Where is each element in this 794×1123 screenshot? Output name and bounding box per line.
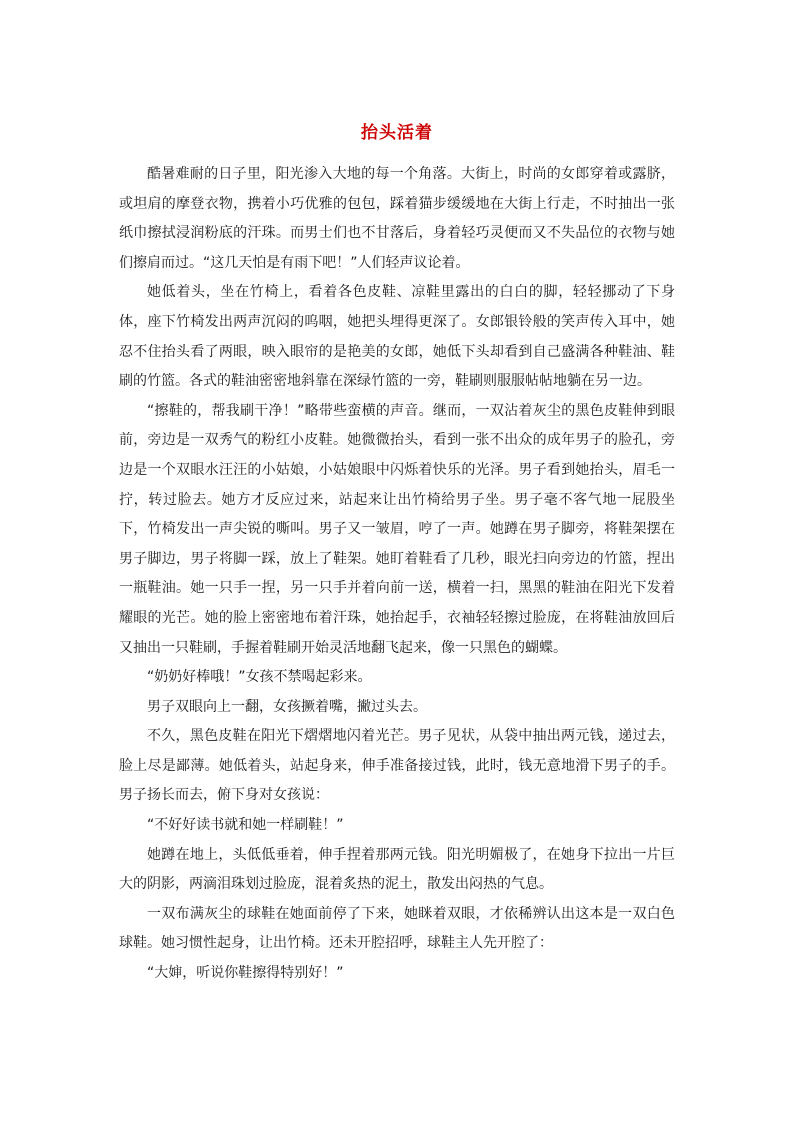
document-title: 抬头活着 — [361, 123, 433, 143]
paragraph: “大婶，听说你鞋擦得特别好！” — [147, 965, 344, 982]
paragraph: 不久，黑色皮鞋在阳光下熠熠地闪着光芒。男子见状，从袋中抽出两元钱，递过去，脸上尽是鄙薄。她低着头，站起身来，伸手准备接过钱，此时，钱无意地滑下男子的手。男子扬长而去，俯下身对女孩说： — [119, 728, 675, 804]
paragraph: 一双布满灰尘的球鞋在她面前停了下来，她眯着双眼，才依稀辨认出这本是一双白色球鞋。她习惯性起身，让出竹椅。还未开腔招呼，球鞋主人先开腔了： — [119, 905, 675, 952]
paragraph: “擦鞋的，帮我刷干净！”略带些蛮横的声音。继而，一双沾着灰尘的黑色皮鞋伸到眼前，旁边是一双秀气的粉红小皮鞋。她微微抬头，看到一张不出众的成年男子的脸孔，旁边是一个双眼水汪汪的小姑娘，小姑娘眼中闪烁着快乐的光泽。男子看到她抬头，眉毛一拧，转过脸去。她方才反应过来，站起来让出竹椅给男子坐。男子毫不客气地一屁股坐下，竹椅发出一声尖锐的嘶叫。男子又一皱眉，哼了一声。她蹲在男子脚旁，将鞋架摆在男子脚边，男子将脚一踩，放上了鞋架。她盯着鞋看了几秒，眼光扫向旁边的竹篮，捏出一瓶鞋油。她一只手一捏，另一只手并着向前一送，横着一扫，黑黑的鞋油在阳光下发着耀眼的光芒。她的脸上密密地布着汗珠，她抬起手，衣袖轻轻擦过脸庞，在将鞋油放回后又抽出一只鞋刷，手握着鞋刷开始灵活地翻飞起来，像一只黑色的蝴蝶。 — [119, 402, 675, 656]
paragraph: 酷暑难耐的日子里，阳光渗入大地的每一个角落。大街上，时尚的女郎穿着或露脐，或坦肩的摩登衣物，携着小巧优雅的包包，踩着猫步缓缓地在大街上行走，不时抽出一张纸巾擦拭浸润粉底的汗珠。而男士们也不甘落后，身着轻巧灵便而又不失品位的衣物与她们擦肩而过。“这几天怕是有雨下吧！”人们轻声议论着。 — [119, 166, 675, 271]
paragraph: 她低着头，坐在竹椅上，看着各色皮鞋、凉鞋里露出的白白的脚，轻轻挪动了下身体，座下竹椅发出两声沉闷的呜咽，她把头埋得更深了。女郎银铃般的笑声传入耳中，她忍不住抬头看了两眼，映入眼帘的是艳美的女郎，她低下头却看到自己盛满各种鞋油、鞋刷的竹篮。各式的鞋油密密地斜靠在深绿竹篮的一旁，鞋刷则服服帖帖地躺在另一边。 — [119, 284, 675, 390]
paragraph: “奶奶好棒哦！”女孩不禁喝起彩来。 — [147, 669, 372, 686]
paragraph: “不好好读书就和她一样刷鞋！” — [147, 817, 344, 834]
paragraph: 男子双眼向上一翻，女孩撅着嘴，撇过头去。 — [147, 698, 427, 715]
document-body — [119, 160, 675, 989]
paragraph: 她蹲在地上，头低低垂着，伸手捏着那两元钱。阳光明媚极了，在她身下拉出一片巨大的阴影，两滴泪珠划过脸庞，混着炙热的泥土，散发出闷热的气息。 — [119, 846, 675, 893]
